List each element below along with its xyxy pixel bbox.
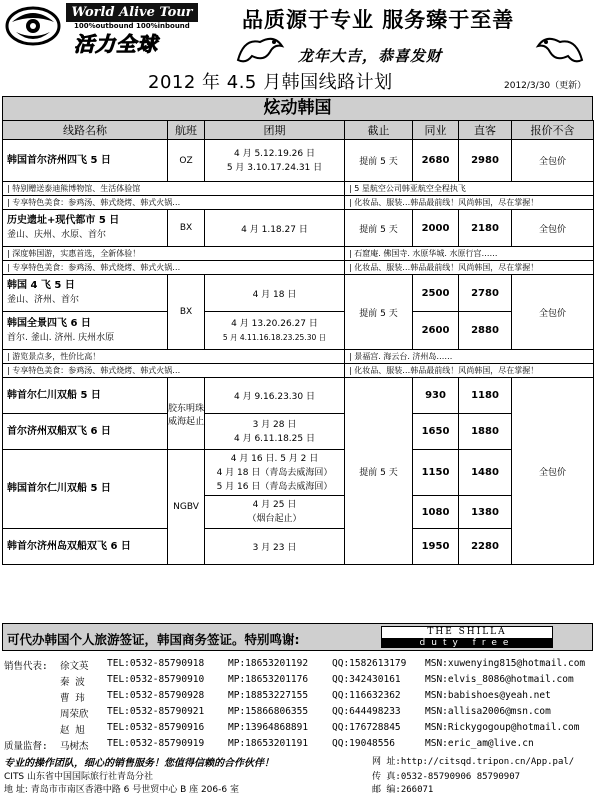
dates-line: 4 月 13.20.26.27 日 <box>231 318 318 329</box>
dragon-icon <box>234 32 286 66</box>
main-slogan: 品质源于专业 服务臻于至善 <box>242 7 515 32</box>
excluded-cell: 全包价 <box>512 275 594 350</box>
contact-tel: TEL:0532-85790916 <box>107 722 205 733</box>
trade-price-cell: 1150 <box>413 450 459 496</box>
food-note: | 专享特色美食：参鸡汤、韩式烧烤、韩式火锅… <box>3 196 345 210</box>
direct-price-cell: 2180 <box>459 210 512 247</box>
dates-cell <box>205 414 345 450</box>
route-cities: 釜山、济州、首尔 <box>7 295 80 305</box>
contact-mobile: MP:13964868891 <box>228 722 309 733</box>
deadline-cell: 提前 5 天 <box>345 140 413 182</box>
contact-tel: TEL:0532-85790921 <box>107 706 205 717</box>
direct-price-cell: 2980 <box>459 140 512 182</box>
contact-msn: MSN:Rickygogoup@hotmail.com <box>425 722 580 733</box>
flight-cell: BX <box>168 210 205 247</box>
feature-note: | 游览景点多，性价比高！ <box>3 350 345 364</box>
contacts-list <box>0 656 595 752</box>
feature-note: | 特别赠送泰迪熊博物馆、生活体验馆 <box>3 182 345 196</box>
excluded-cell: 全包价 <box>512 140 594 182</box>
header-trade-price: 同业 <box>413 121 459 140</box>
table-row <box>3 378 594 414</box>
header-deadline: 截止 <box>345 121 413 140</box>
contact-row <box>0 704 595 720</box>
contact-name: 马树杰 <box>60 741 89 752</box>
route-name-cell <box>3 140 168 182</box>
note-row <box>3 350 594 364</box>
contact-qq: QQ:342430161 <box>332 674 401 685</box>
food-note: | 专享特色美食：参鸡汤、韩式烧烤、韩式火锅… <box>3 261 345 275</box>
contact-tel: TEL:0532-85790910 <box>107 674 205 685</box>
dragon-icon <box>534 32 586 66</box>
dates-line: 5 月 16 日（青岛去威海回） <box>216 481 333 492</box>
header-flight: 航班 <box>168 121 205 140</box>
dates-cell <box>205 450 345 496</box>
route-name-cell <box>3 275 168 312</box>
shopping-note: | 化妆品、服装…韩品最前线！风尚韩国，尽在掌握！ <box>345 364 594 378</box>
contact-mobile: MP:18653201176 <box>228 674 309 685</box>
trade-price-cell: 2600 <box>413 312 459 350</box>
direct-price-cell: 2880 <box>459 312 512 350</box>
trade-price-cell: 2000 <box>413 210 459 247</box>
route-cities: 釜山、庆州、水原、首尔 <box>7 230 107 240</box>
dates-cell <box>205 140 345 182</box>
header-excluded: 报价不含 <box>512 121 594 140</box>
excluded-cell: 全包价 <box>512 378 594 565</box>
contact-name: 曹 玮 <box>60 693 85 704</box>
dates-line: 4 月 18 日（青岛去威海回） <box>216 467 333 478</box>
contact-row <box>0 720 595 736</box>
contact-row <box>0 688 595 704</box>
deadline-cell: 提前 5 天 <box>345 378 413 565</box>
route-name-cell <box>3 450 168 529</box>
contact-qq: QQ:116632362 <box>332 690 401 701</box>
header-route: 线路名称 <box>3 121 168 140</box>
dates-line: 4 月 16 日. 5 月 2 日 <box>230 453 319 464</box>
contact-msn: MSN:babishoes@yeah.net <box>425 690 551 701</box>
shilla-logo-top: THE SHILLA <box>427 627 507 637</box>
route-name: 韩国全景四飞 6 日 <box>7 317 91 329</box>
route-name: 韩首尔济州岛双船双飞 6 日 <box>7 540 131 552</box>
contact-name: 周荣欣 <box>60 709 89 720</box>
visa-notice: 可代办韩国个人旅游签证，韩国商务签证。特别鸣谢: <box>7 632 300 647</box>
contact-qq: QQ:19048556 <box>332 738 395 749</box>
dates-cell <box>205 312 345 350</box>
note-row <box>3 182 594 196</box>
route-name: 韩首尔仁川双船 5 日 <box>7 389 101 401</box>
note-row <box>3 261 594 275</box>
contact-msn: MSN:eric_am@live.cn <box>425 738 534 749</box>
new-year-slogan: 龙年大吉，恭喜发财 <box>298 47 443 65</box>
contact-name: 秦 波 <box>60 677 85 688</box>
trade-price-cell: 1650 <box>413 414 459 450</box>
dates-line: 4 月 6.11.18.25 日 <box>234 433 315 444</box>
route-name: 韩国首尔济州四飞 5 日 <box>7 154 111 166</box>
page-title: 2012 年 4.5 月韩国线路计划 <box>148 72 393 93</box>
closing-slogan: 专业的操作团队，细心的销售服务！您值得信赖的合作伙伴！ <box>4 758 274 769</box>
agency-address: 地 址: 青岛市市南区香港中路 6 号世贸中心 B 座 206-6 室 <box>4 785 239 794</box>
table-row <box>3 140 594 182</box>
route-name: 韩国 4 飞 5 日 <box>7 280 75 291</box>
postcode: 邮 编:266071 <box>372 785 434 794</box>
flight-cell: OZ <box>168 140 205 182</box>
contact-row <box>0 672 595 688</box>
table-row <box>3 529 594 565</box>
contact-qq: QQ:1582613179 <box>332 658 407 669</box>
excluded-cell: 全包价 <box>512 210 594 247</box>
contact-tel: TEL:0532-85790928 <box>107 690 205 701</box>
route-name-cell <box>3 414 168 450</box>
fax-number: 传 真:0532-85790906 85790907 <box>372 772 521 782</box>
dates-line: 3 月 28 日 <box>252 419 297 430</box>
dates-cell: 4 月 1.18.27 日 <box>205 210 345 247</box>
contact-mobile: MP:18653201191 <box>228 738 309 749</box>
dates-line: 5 月 3.10.17.24.31 日 <box>226 162 323 173</box>
route-name-cell <box>3 312 168 350</box>
trade-price-cell: 1950 <box>413 529 459 565</box>
table-row <box>3 275 594 312</box>
contact-name: 徐文英 <box>60 661 89 672</box>
route-name-cell <box>3 378 168 414</box>
dates-line: 4 月 25 日 <box>252 500 297 510</box>
agency-name: CITS 山东省中国国际旅行社青岛分社 <box>4 772 154 782</box>
feature-note: | 5 星航空公司韩亚航空全程执飞 <box>345 182 594 196</box>
contact-mobile: MP:15866806355 <box>228 706 309 717</box>
contact-msn: MSN:xuwenying815@hotmail.com <box>425 658 586 669</box>
shopping-note: | 化妆品、服装…韩品最前线！风尚韩国，尽在掌握！ <box>345 261 594 275</box>
table-row <box>3 210 594 247</box>
routes-table <box>2 120 594 565</box>
dates-cell <box>205 496 345 529</box>
swirl-logo-icon <box>4 2 62 48</box>
contact-msn: MSN:allisa2006@msn.com <box>425 706 551 717</box>
flight-line: 胶东明珠 <box>168 403 205 414</box>
contact-msn: MSN:elvis_8086@hotmail.com <box>425 674 574 685</box>
header-direct-price: 直客 <box>459 121 512 140</box>
shopping-note: | 化妆品、服装…韩品最前线！风尚韩国，尽在掌握！ <box>345 196 594 210</box>
trade-price-cell: 2500 <box>413 275 459 312</box>
table-header-row <box>3 121 594 140</box>
table-row <box>3 414 594 450</box>
flight-cell <box>168 378 205 450</box>
contact-qq: QQ:176728845 <box>332 722 401 733</box>
update-date: 2012/3/30（更新） <box>504 81 587 91</box>
route-cities: 首尔. 釜山. 济州. 庆州水原 <box>7 332 115 343</box>
route-name: 韩国首尔仁川双船 5 日 <box>7 483 111 494</box>
page-header <box>0 0 595 95</box>
note-row <box>3 247 594 261</box>
direct-price-cell: 1380 <box>459 496 512 529</box>
direct-price-cell: 1880 <box>459 414 512 450</box>
food-note: | 专享特色美食：参鸡汤、韩式烧烤、韩式火锅… <box>3 364 345 378</box>
table-row <box>3 312 594 350</box>
route-name-cell <box>3 210 168 247</box>
table-row <box>3 450 594 496</box>
direct-price-cell: 2780 <box>459 275 512 312</box>
note-row <box>3 196 594 210</box>
contact-tel: TEL:0532-85790919 <box>107 738 205 749</box>
section-banner: 炫动韩国 <box>2 96 593 120</box>
flight-line: 威海起止 <box>168 416 205 427</box>
trade-price-cell: 2680 <box>413 140 459 182</box>
contact-row <box>0 656 595 672</box>
header-dates: 团期 <box>205 121 345 140</box>
trade-price-cell: 930 <box>413 378 459 414</box>
brand-subtitle: 100%outbound 100%inbound <box>74 22 190 30</box>
shilla-logo-bottom: duty free <box>382 638 552 648</box>
direct-price-cell: 1480 <box>459 450 512 496</box>
route-name: 历史遗址+现代都市 5 日 <box>7 215 120 226</box>
contact-role: 销售代表: <box>4 661 48 672</box>
dates-cell: 4 月 9.16.23.30 日 <box>205 378 345 414</box>
brand-chinese: 活力全球 <box>74 32 158 56</box>
feature-note: | 深度韩国游，实惠首选，全新体验！ <box>3 247 345 261</box>
dates-line: 5 月 4.11.16.18.23.25.30 日 <box>222 332 327 342</box>
shilla-logo <box>381 626 553 648</box>
dates-cell: 3 月 23 日 <box>205 529 345 565</box>
note-row <box>3 364 594 378</box>
route-name: 首尔济州双船双飞 6 日 <box>7 425 111 437</box>
flight-cell: BX <box>168 275 205 350</box>
contact-mobile: MP:18853227155 <box>228 690 309 701</box>
contact-row <box>0 736 595 752</box>
website-link[interactable]: 网 址:http://citsqd.tripon.cn/App.pal/ <box>372 757 575 767</box>
direct-price-cell: 1180 <box>459 378 512 414</box>
deadline-cell: 提前 5 天 <box>345 275 413 350</box>
flight-cell: NGBV <box>168 450 205 565</box>
contact-mobile: MP:18653201192 <box>228 658 309 669</box>
contact-role: 质量监督: <box>4 741 48 752</box>
route-name-cell <box>3 529 168 565</box>
contact-name: 赵 旭 <box>60 725 85 736</box>
contact-tel: TEL:0532-85790918 <box>107 658 205 669</box>
visa-notice-bar <box>2 623 593 651</box>
dates-line: 4 月 5.12.19.26 日 <box>234 148 315 159</box>
brand-english: World Alive Tour <box>66 3 198 22</box>
trade-price-cell: 1080 <box>413 496 459 529</box>
dates-line: （烟台起止） <box>247 514 302 524</box>
deadline-cell: 提前 5 天 <box>345 210 413 247</box>
contact-qq: QQ:644498233 <box>332 706 401 717</box>
direct-price-cell: 2280 <box>459 529 512 565</box>
sights-note: | 石窟庵. 佛国寺. 水原华城. 水原行宫…… <box>345 247 594 261</box>
sights-note: | 景福宫. 海云台. 济州岛…… <box>345 350 594 364</box>
dates-cell: 4 月 18 日 <box>205 275 345 312</box>
